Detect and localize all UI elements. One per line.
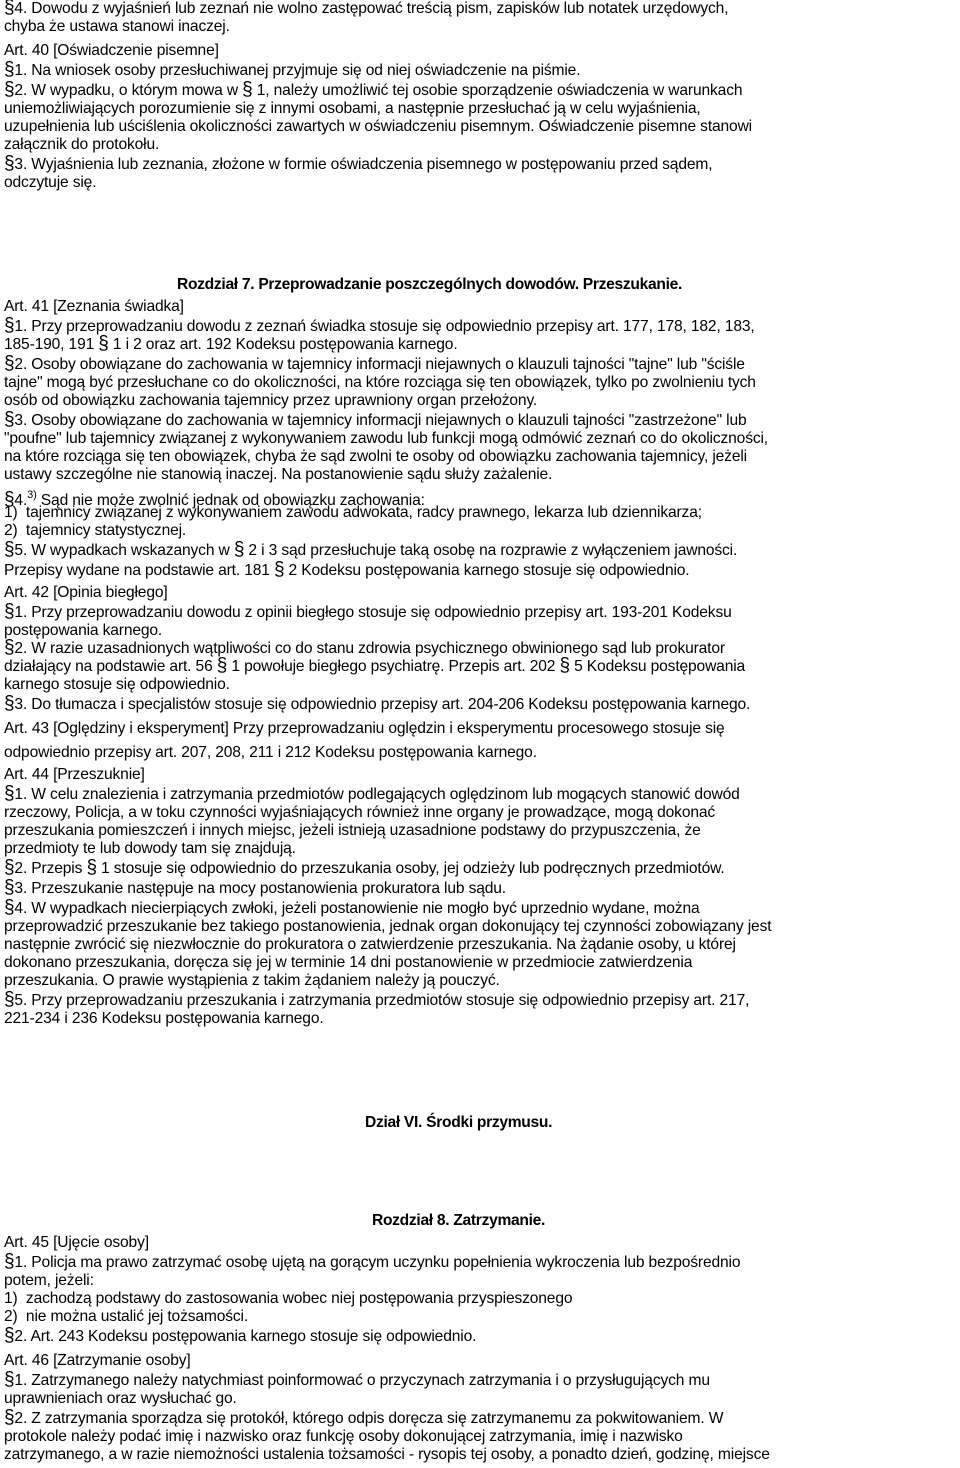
text-line [4,804,715,822]
text-line [4,720,725,738]
text-line [4,315,755,336]
text-fragment: 4. W wypadkach niecierpiących zwłoki, jeżeli postanowienie nie mogło być uprzednio wydane, można [14,900,700,917]
text-fragment: protokole należy podać imię i nazwisko oraz funkcję osoby dokonującej zatrzymania, imię i nazwisko [4,1428,683,1445]
section-symbol: § [4,153,15,174]
text-fragment: załącznik do protokołu. [4,136,160,153]
text-line [4,954,692,972]
section-symbol: § [4,353,15,374]
text-line [4,897,700,918]
text-fragment: uniemożliwiających porozumienie się z innymi osobami, a następnie przesłuchać ją w celu wyjaśnienia, [4,100,701,117]
text-fragment: 1, należy umożliwić tej osobie sporządzenie oświadczenia w warunkach [252,82,743,99]
text-fragment: przedmioty te lub dowody tam się znajdują. [4,840,296,857]
text-fragment: tajne" mogą być przesłuchane co do okoliczności, na które rozciąga się ten obowiązek, tylko po zwolnieniu tych [4,374,756,391]
text-line [4,1251,741,1272]
text-fragment: uzupełnienia lub uściślenia okoliczności zawartych w oświadczeniu pisemnym. Oświadczenie pisemne stanowi [4,118,752,135]
section-symbol: § [4,1369,15,1390]
section-symbol: § [4,783,15,804]
text-line [4,1010,324,1028]
section-symbol: § [98,333,109,354]
text-fragment: 5 Kodeksu postępowania [569,658,746,675]
section-symbol: § [4,693,15,714]
section-symbol: § [216,655,228,676]
text-fragment: potem, jeżeli: [4,1272,94,1289]
text-line [4,504,702,522]
text-fragment: 2. W razie uzasadnionych wątpliwości co do stanu zdrowia psychicznego obwinionego sąd lub prokurator [14,640,725,657]
text-line [4,1428,683,1446]
text-line [4,409,747,430]
section-symbol: § [4,59,15,80]
text-fragment: 185-190, 191 [4,336,99,353]
text-fragment: 5. Przy przeprowadzaniu przeszukania i zatrzymania przedmiotów stosuje się odpowiednio przepisy art. 217, [14,992,750,1009]
text-fragment: odpowiednio przepisy art. 207, 208, 211 i 212 Kodeksu postępowania karnego. [4,744,537,761]
text-fragment: przeszukania pomieszczeń i innych miejsc, jeżeli istnieją uzasadnione podstawy do przypuszczenia, że [4,822,701,839]
text-fragment: osób od obowiązku zachowania tajemnicy przez uprawniony organ przełożony. [4,392,538,409]
text-line [4,840,296,858]
text-line [4,783,740,804]
text-fragment: ustawy szczególne nie stanowią inaczej. Na postanowienie sądu służy zażalenie. [4,466,553,483]
section-symbol: § [86,857,97,878]
text-fragment: Art. 40 [Oświadczenie pisemne] [4,42,219,59]
text-line [4,79,743,100]
text-line [4,174,96,192]
section-symbol: § [4,539,15,560]
text-line [4,0,728,18]
text-line [4,1234,149,1252]
text-fragment: 2. Osoby obowiązane do zachowania w tajemnicy informacji niejawnych o klauzuli tajności "tajne" lub "ściśle [14,356,745,373]
text-fragment: Sąd nie może zwolnić jednak od obowiązku zachowania: [36,492,425,509]
text-line [4,466,552,484]
text-fragment: 1. Zatrzymanego należy natychmiast poinformować o przyczynach zatrzymania i o przysługujących mu [14,1372,710,1389]
text-fragment: odczytuje się. [4,174,97,191]
text-fragment: 2) tajemnicy statystycznej. [4,522,187,539]
division-6-heading: Dział VI. Środki przymusu. [365,1114,553,1131]
text-fragment: 5. W wypadkach wskazanych w [14,542,234,559]
text-fragment: przeszukania. O prawie wystąpienia z takim żądaniem należy ją pouczyć. [4,972,500,989]
text-fragment: 3. Przeszukanie następuje na mocy postanowienia prokuratora lub sądu. [14,880,506,897]
text-fragment: 2. Z zatrzymania sporządza się protokół, którego odpis doręcza się zatrzymanemu za pokwitowaniem. W [14,1410,724,1427]
section-symbol: § [4,1407,15,1428]
text-line [4,766,145,784]
text-line [4,136,159,154]
text-fragment: 2. Art. 243 Kodeksu postępowania karnego stosuje się odpowiednio. [14,1328,477,1345]
text-line [4,1390,237,1408]
text-fragment: 3. Do tłumacza i specjalistów stosuje się odpowiednio przepisy art. 204-206 Kodeksu postępowania karnego. [14,696,751,713]
footnote-marker: 3) [27,489,37,501]
section-symbol: § [4,989,15,1010]
text-fragment: 1. W celu znalezienia i zatrzymania przedmiotów podlegających oględzinom lub mogących stanowić dowód [14,786,740,803]
text-line [4,1446,770,1464]
text-fragment: chyba że ustawa stanowi inaczej. [4,18,230,35]
text-line [4,539,738,560]
text-line [4,118,752,136]
section-symbol: § [4,857,15,878]
text-line [4,918,771,936]
section-symbol: § [4,1251,15,1272]
text-line [4,1308,248,1326]
text-fragment: 221-234 i 236 Kodeksu postępowania karnego. [4,1010,324,1027]
text-fragment: "poufne" lub tajemnicy związanej z wykonywaniem zawodu lub funkcji mogą odmówić zeznań co do okoliczności, [4,430,768,447]
text-line [4,559,690,580]
text-line [4,374,756,392]
text-fragment: 2) nie można ustalić jej tożsamości. [4,1308,249,1325]
text-line [4,1325,477,1346]
text-line [4,1352,191,1370]
text-fragment: zatrzymanego, a w razie niemożności ustalenia tożsamości - rysopis tej osoby, a ponadto dzień, godzinę, miejsce [4,1446,770,1463]
section-symbol: § [4,897,15,918]
section-symbol: § [233,539,245,560]
text-fragment: działający na podstawie art. 56 [4,658,217,675]
text-fragment: 4. Dowodu z wyjaśnień lub zeznań nie wolno zastępować treścią pism, zapisków lub notatek urzędowych, [14,0,729,17]
text-line [4,744,537,762]
text-line [4,637,725,658]
text-line [4,972,500,990]
section-symbol: § [4,0,15,18]
text-line [4,936,736,954]
text-line [4,153,713,174]
text-fragment: 3. Wyjaśnienia lub zeznania, złożone w formie oświadczenia pisemnego w postępowaniu przed sądem, [14,156,713,173]
text-line [4,989,750,1010]
text-line [4,448,747,466]
text-fragment: 1. Policja ma prawo zatrzymać osobę ujętą na gorącym uczynku popełnienia wykroczenia lub bezpośrednio [14,1254,741,1271]
text-line [4,353,745,374]
text-fragment: karnego stosuje się odpowiednio. [4,676,230,693]
text-line [4,333,458,354]
text-fragment: na które rozciąga się ten obowiązek, chyba że sąd zwolni te osoby od obowiązku zachowania tajemnicy, jeżeli [4,448,747,465]
text-fragment: Art. 46 [Zatrzymanie osoby] [4,1352,191,1369]
text-line [4,1369,710,1390]
text-line [4,822,701,840]
text-fragment: 2 i 3 sąd przesłuchuje taką osobę na rozprawie z wyłączeniem jawności. [244,542,738,559]
text-fragment: przeprowadzić przeszukanie bez takiego postanowienia, jednak organ dokonujący tej czynności zobowiązany jest [4,918,772,935]
text-fragment: Przepisy wydane na podstawie art. 181 [4,562,274,579]
text-fragment: 2. Przepis [14,860,87,877]
text-line [4,522,186,540]
text-fragment: Art. 43 [Oględziny i eksperyment] Przy przeprowadzaniu oględzin i eksperymentu procesowego stosuje się [4,720,725,737]
text-line [4,622,162,640]
text-fragment: 2. W wypadku, o którym mowa w [14,82,243,99]
section-symbol: § [4,877,15,898]
text-line [4,1407,724,1428]
text-fragment: uprawnieniach oraz wysłuchać go. [4,1390,237,1407]
text-line [4,59,581,80]
text-fragment: 3. Osoby obowiązane do zachowania w tajemnicy informacji niejawnych o klauzuli tajności "zastrzeżone" lub [14,412,747,429]
text-fragment: 1 i 2 oraz art. 192 Kodeksu postępowania karnego. [108,336,458,353]
section-symbol: § [4,637,15,658]
chapter-7-heading: Rozdział 7. Przeprowadzanie poszczególnych dowodów. Przeszukanie. [177,276,683,293]
text-fragment: Art. 42 [Opinia biegłego] [4,584,168,601]
text-fragment: 1. Na wniosek osoby przesłuchiwanej przyjmuje się od niej oświadczenie na piśmie. [14,62,581,79]
text-line [4,676,230,694]
section-symbol: § [4,489,15,510]
section-symbol: § [559,655,570,676]
text-fragment: dokonano przeszukania, doręcza się jej w terminie 14 dni postanowienie w przedmiocie zatwierdzenia [4,954,693,971]
section-symbol: § [4,1325,15,1346]
text-fragment: 1. Przy przeprowadzaniu dowodu z zeznań świadka stosuje się odpowiednio przepisy art. 177, 178, 182, 183, [14,318,755,335]
text-fragment: 4. [14,492,28,509]
text-fragment: 1. Przy przeprowadzaniu dowodu z opinii biegłego stosuje się odpowiednio przepisy art. 193-201 Kodeksu [14,604,732,621]
text-fragment: 2 Kodeksu postępowania karnego stosuje się odpowiednio. [284,562,690,579]
section-symbol: § [273,559,285,580]
section-symbol: § [4,601,15,622]
text-fragment: 1) zachodzą podstawy do zastosowania wobec niej postępowania przyspieszonego [4,1290,573,1307]
text-line [4,584,168,602]
text-fragment: następnie zwrócić się niezwłocznie do prokuratora o zatwierdzenie przeszukania. Na żądanie osoby, u której [4,936,736,953]
section-symbol: § [4,315,15,336]
text-line [4,857,725,878]
text-line [4,18,230,36]
text-line [4,1272,94,1290]
chapter-8-heading: Rozdział 8. Zatrzymanie. [372,1212,546,1229]
text-fragment: rzeczowy, Policja, a w toku czynności wyjaśniających również inne organy je prowadzące, mogą dokonać [4,804,716,821]
text-line [4,655,746,676]
text-fragment: Art. 41 [Zeznania świadka] [4,298,184,315]
section-symbol: § [4,409,15,430]
text-fragment: 1 powołuje biegłego psychiatrę. Przepis art. 202 [227,658,560,675]
text-fragment: Art. 45 [Ujęcie osoby] [4,1234,149,1251]
text-line [4,877,506,898]
text-line [4,693,751,714]
section-symbol: § [4,79,15,100]
text-line [4,392,537,410]
text-fragment: Art. 44 [Przeszuknie] [4,766,145,783]
section-symbol: § [242,79,253,100]
text-line [4,430,768,448]
text-line [4,42,219,60]
text-fragment: 1) tajemnicy związanej z wykonywaniem zawodu adwokata, radcy prawnego, lekarza lub dziennikarza; [4,504,702,521]
text-fragment: postępowania karnego. [4,622,163,639]
text-fragment: 1 stosuje się odpowiednio do przeszukania osoby, jej odzieży lub podręcznych przedmiotów. [96,860,725,877]
text-line [4,1290,572,1308]
text-line [4,298,184,316]
text-line [4,601,732,622]
text-line [4,100,701,118]
